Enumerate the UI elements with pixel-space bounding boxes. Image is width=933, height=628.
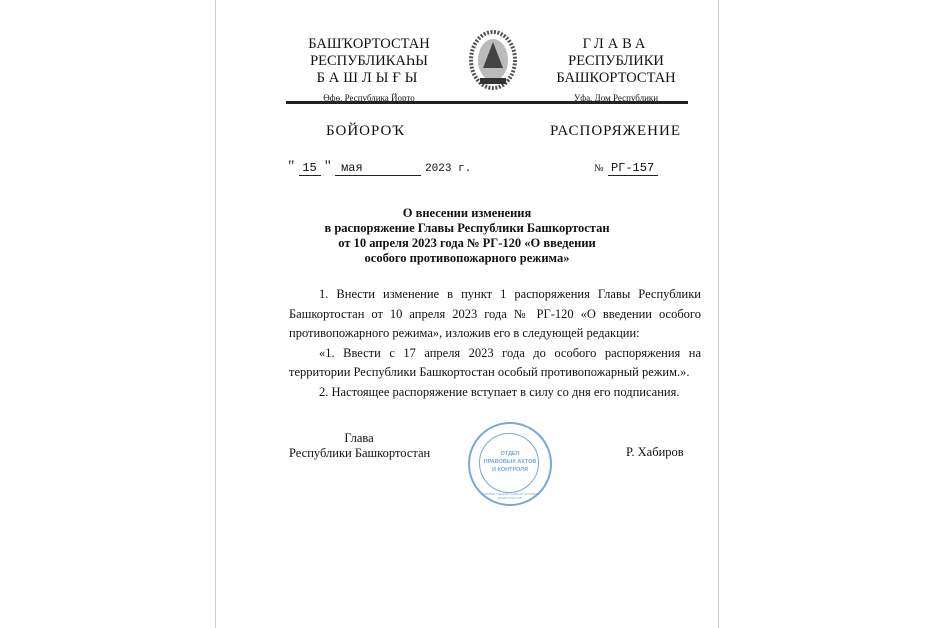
date-quote: "	[324, 158, 332, 175]
document-page	[215, 0, 719, 628]
paragraph-1: 1. Внести изменение в пункт 1 распоряжения Главы Республики Башкортостан от 10 апреля 2023 года № РГ-120 «О введении особого противопожарного режима», изложив его в следующей редакции:	[289, 287, 701, 340]
header-right-address: Уфа, Дом Республики	[573, 93, 659, 103]
paragraph-quote: «1. Ввести с 17 апреля 2023 года до особого распоряжения на территории Республики Башкортостан особый противопожарный режим.».	[289, 345, 701, 379]
paragraph-2: 2. Настоящее распоряжение вступает в силу со дня его подписания.	[319, 384, 680, 399]
number-prefix: №	[594, 163, 604, 174]
signature-position	[289, 431, 429, 461]
stamp-line: И КОНТРОЛЯ	[492, 467, 528, 473]
document-number	[594, 158, 658, 176]
signatory-name: Р. Хабиров	[626, 445, 684, 459]
title-line: особого противопожарного режима»	[364, 251, 570, 265]
header-divider	[286, 101, 688, 104]
title-line: в распоряжение Главы Республики Башкортостан	[324, 221, 610, 235]
date-year: 2023 г.	[425, 163, 472, 175]
doc-type-right: РАСПОРЯЖЕНИЕ	[550, 123, 682, 139]
title-line: от 10 апреля 2023 года № РГ-120 «О введении	[338, 236, 596, 250]
stamp-center-text	[470, 450, 550, 474]
signature-position-line1: Глава	[344, 431, 374, 445]
header-right	[536, 36, 696, 107]
header-left	[286, 36, 452, 107]
signature-position-line2: Республики Башкортостан	[289, 446, 431, 460]
document-date	[288, 158, 471, 176]
document-title	[216, 206, 718, 266]
official-stamp	[468, 422, 552, 506]
header-right-line1: ГЛАВА	[582, 36, 650, 52]
date-month: мая	[335, 161, 421, 176]
stamp-line: ПРАВОВЫХ АКТОВ	[483, 459, 537, 465]
coat-of-arms-emblem	[468, 28, 518, 96]
number-value: РГ-157	[608, 161, 658, 176]
doc-type-left: БОЙОРОҠ	[326, 123, 406, 139]
stamp-ring-text: АДМИНИСТРАЦИЯ ГЛАВЫ РЕСПУБЛИКИ БАШКОРТОСТАН	[480, 492, 540, 500]
header-left-address: Өфө, Республика Йорто	[323, 93, 415, 103]
date-day: 15	[299, 161, 321, 176]
title-line: О внесении изменения	[402, 206, 532, 220]
header-left-line3: БАШЛЫҒЫ	[316, 70, 422, 86]
header-left-line1: БАШҠОРТОСТАН	[308, 36, 430, 52]
header-right-line2: РЕСПУБЛИКИ	[568, 53, 664, 69]
header-right-line3: БАШКОРТОСТАН	[556, 70, 676, 86]
document-body	[289, 285, 701, 402]
date-quote: "	[288, 158, 295, 175]
header-left-line2: РЕСПУБЛИКАҺЫ	[310, 53, 428, 69]
stamp-line: ОТДЕЛ	[500, 451, 520, 457]
